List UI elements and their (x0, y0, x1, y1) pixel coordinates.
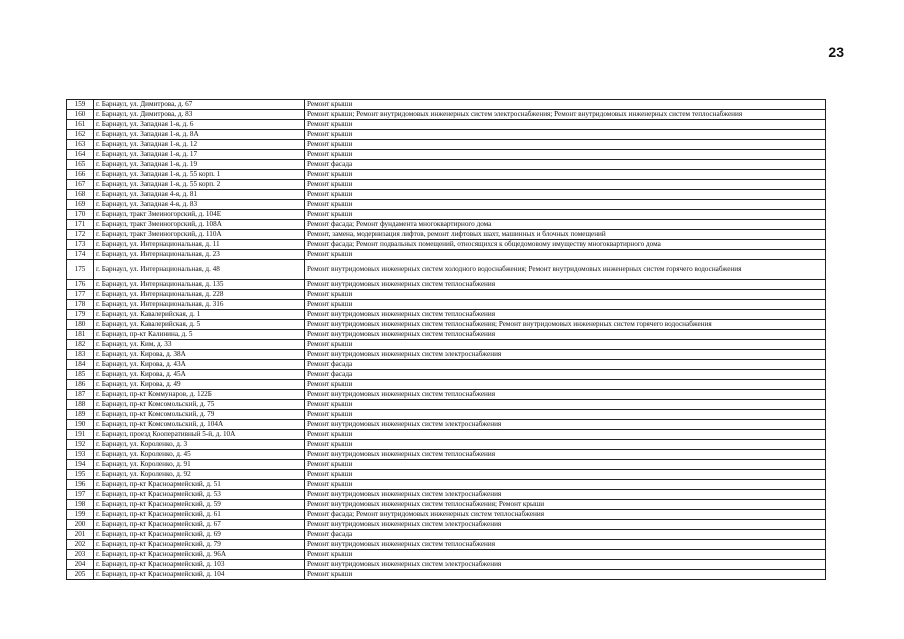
address-cell: г. Барнаул, ул. Короленко, д. 91 (94, 460, 305, 470)
address-cell: г. Барнаул, ул. Западная 4-я, д. 83 (94, 200, 305, 210)
work-type-cell: Ремонт крыши; Ремонт внутридомовых инженерных систем электроснабжения; Ремонт внутридомовых инженерных систем теплоснабжения (305, 110, 826, 120)
work-type-cell: Ремонт фасада (305, 160, 826, 170)
address-cell: г. Барнаул, пр-кт Комсомольский, д. 104А (94, 420, 305, 430)
work-type-cell: Ремонт фасада (305, 530, 826, 540)
address-cell: г. Барнаул, ул. Интернациональная, д. 48 (94, 260, 305, 280)
address-cell: г. Барнаул, ул. Кирова, д. 49 (94, 380, 305, 390)
row-number-cell: 167 (67, 180, 94, 190)
work-type-cell: Ремонт крыши (305, 120, 826, 130)
row-number-cell: 165 (67, 160, 94, 170)
address-cell: г. Барнаул, ул. Западная 1-я, д. 55 корп. 1 (94, 170, 305, 180)
address-cell: г. Барнаул, ул. Интернациональная, д. 135 (94, 280, 305, 290)
address-cell: г. Барнаул, ул. Кавалерийская, д. 5 (94, 320, 305, 330)
table-row (67, 320, 826, 330)
work-type-cell: Ремонт крыши (305, 180, 826, 190)
row-number-cell: 195 (67, 470, 94, 480)
table-row (67, 490, 826, 500)
work-type-cell: Ремонт крыши (305, 250, 826, 260)
table-row (67, 400, 826, 410)
address-cell: г. Барнаул, пр-кт Красноармейский, д. 59 (94, 500, 305, 510)
work-type-cell: Ремонт внутридомовых инженерных систем теплоснабжения (305, 310, 826, 320)
address-cell: г. Барнаул, ул. Димитрова, д. 67 (94, 100, 305, 110)
address-cell: г. Барнаул, пр-кт Красноармейский, д. 96А (94, 550, 305, 560)
table-row (67, 340, 826, 350)
row-number-cell: 175 (67, 260, 94, 280)
row-number-cell: 183 (67, 350, 94, 360)
address-cell: г. Барнаул, ул. Ким, д. 33 (94, 340, 305, 350)
address-cell: г. Барнаул, ул. Западная 1-я, д. 17 (94, 150, 305, 160)
work-type-cell: Ремонт крыши (305, 440, 826, 450)
row-number-cell: 203 (67, 550, 94, 560)
address-cell: г. Барнаул, ул. Короленко, д. 45 (94, 450, 305, 460)
work-type-cell: Ремонт, замена, модернизация лифтов, ремонт лифтовых шахт, машинных и блочных помещений (305, 230, 826, 240)
work-type-cell: Ремонт крыши (305, 130, 826, 140)
address-cell: г. Барнаул, ул. Кирова, д. 38А (94, 350, 305, 360)
address-cell: г. Барнаул, ул. Западная 4-я, д. 81 (94, 190, 305, 200)
address-cell: г. Барнаул, тракт Змеиногорский, д. 104Е (94, 210, 305, 220)
table-row (67, 150, 826, 160)
table-row (67, 250, 826, 260)
table-row (67, 240, 826, 250)
address-cell: г. Барнаул, ул. Интернациональная, д. 23 (94, 250, 305, 260)
table-row (67, 280, 826, 290)
table-row (67, 310, 826, 320)
row-number-cell: 172 (67, 230, 94, 240)
table-row (67, 500, 826, 510)
address-cell: г. Барнаул, пр-кт Красноармейский, д. 67 (94, 520, 305, 530)
address-cell: г. Барнаул, ул. Интернациональная, д. 11 (94, 240, 305, 250)
work-type-cell: Ремонт внутридомовых инженерных систем электроснабжения (305, 420, 826, 430)
row-number-cell: 161 (67, 120, 94, 130)
row-number-cell: 181 (67, 330, 94, 340)
address-cell: г. Барнаул, ул. Интернациональная, д. 316 (94, 300, 305, 310)
work-type-cell: Ремонт внутридомовых инженерных систем теплоснабжения (305, 540, 826, 550)
row-number-cell: 194 (67, 460, 94, 470)
row-number-cell: 170 (67, 210, 94, 220)
table-row (67, 440, 826, 450)
address-cell: г. Барнаул, пр-кт Красноармейский, д. 61 (94, 510, 305, 520)
row-number-cell: 168 (67, 190, 94, 200)
work-type-cell: Ремонт внутридомовых инженерных систем теплоснабжения; Ремонт крыши (305, 500, 826, 510)
row-number-cell: 179 (67, 310, 94, 320)
table-row (67, 180, 826, 190)
table-row (67, 330, 826, 340)
table-row (67, 230, 826, 240)
table-row (67, 100, 826, 110)
work-type-cell: Ремонт крыши (305, 480, 826, 490)
table-row (67, 370, 826, 380)
address-cell: г. Барнаул, ул. Интернациональная, д. 228 (94, 290, 305, 300)
address-cell: г. Барнаул, тракт Змеиногорский, д. 110А (94, 230, 305, 240)
table-row (67, 120, 826, 130)
work-type-cell: Ремонт крыши (305, 150, 826, 160)
table-row (67, 410, 826, 420)
work-type-cell: Ремонт крыши (305, 470, 826, 480)
table-row (67, 350, 826, 360)
table-row (67, 110, 826, 120)
address-cell: г. Барнаул, тракт Змеиногорский, д. 108А (94, 220, 305, 230)
work-type-cell: Ремонт крыши (305, 570, 826, 580)
row-number-cell: 177 (67, 290, 94, 300)
table-row (67, 570, 826, 580)
row-number-cell: 198 (67, 500, 94, 510)
address-cell: г. Барнаул, ул. Западная 1-я, д. 19 (94, 160, 305, 170)
row-number-cell: 191 (67, 430, 94, 440)
work-type-cell: Ремонт фасада; Ремонт внутридомовых инженерных систем теплоснабжения (305, 510, 826, 520)
address-cell: г. Барнаул, ул. Западная 1-я, д. 12 (94, 140, 305, 150)
work-type-cell: Ремонт крыши (305, 460, 826, 470)
address-cell: г. Барнаул, ул. Западная 1-я, д. 8А (94, 130, 305, 140)
address-cell: г. Барнаул, ул. Короленко, д. 3 (94, 440, 305, 450)
address-cell: г. Барнаул, ул. Короленко, д. 92 (94, 470, 305, 480)
table-row (67, 530, 826, 540)
work-type-cell: Ремонт крыши (305, 400, 826, 410)
table-row (67, 380, 826, 390)
address-cell: г. Барнаул, пр-кт Красноармейский, д. 104 (94, 570, 305, 580)
work-type-cell: Ремонт крыши (305, 300, 826, 310)
table-row (67, 540, 826, 550)
work-type-cell: Ремонт внутридомовых инженерных систем теплоснабжения (305, 280, 826, 290)
table-row (67, 460, 826, 470)
address-cell: г. Барнаул, ул. Кирова, д. 45А (94, 370, 305, 380)
row-number-cell: 200 (67, 520, 94, 530)
table-row (67, 450, 826, 460)
row-number-cell: 205 (67, 570, 94, 580)
row-number-cell: 182 (67, 340, 94, 350)
table-row (67, 210, 826, 220)
address-cell: г. Барнаул, ул. Кавалерийская, д. 1 (94, 310, 305, 320)
address-cell: г. Барнаул, пр-кт Красноармейский, д. 69 (94, 530, 305, 540)
address-cell: г. Барнаул, проезд Кооперативный 5-й, д. 10А (94, 430, 305, 440)
work-type-cell: Ремонт крыши (305, 210, 826, 220)
work-type-cell: Ремонт внутридомовых инженерных систем холодного водоснабжения; Ремонт внутридомовых инженерных систем горячего водоснабжения (305, 260, 826, 280)
row-number-cell: 202 (67, 540, 94, 550)
row-number-cell: 185 (67, 370, 94, 380)
table-row (67, 520, 826, 530)
row-number-cell: 184 (67, 360, 94, 370)
work-type-cell: Ремонт внутридомовых инженерных систем электроснабжения (305, 490, 826, 500)
work-type-cell: Ремонт внутридомовых инженерных систем электроснабжения (305, 560, 826, 570)
table-row (67, 190, 826, 200)
work-type-cell: Ремонт крыши (305, 140, 826, 150)
row-number-cell: 159 (67, 100, 94, 110)
work-type-cell: Ремонт внутридомовых инженерных систем теплоснабжения (305, 390, 826, 400)
address-cell: г. Барнаул, пр-кт Комсомольский, д. 79 (94, 410, 305, 420)
work-type-cell: Ремонт фасада (305, 370, 826, 380)
table-row (67, 480, 826, 490)
row-number-cell: 189 (67, 410, 94, 420)
work-type-cell: Ремонт крыши (305, 410, 826, 420)
table-row (67, 170, 826, 180)
work-type-cell: Ремонт фасада (305, 360, 826, 370)
work-type-cell: Ремонт крыши (305, 100, 826, 110)
row-number-cell: 193 (67, 450, 94, 460)
table-row (67, 140, 826, 150)
page-number: 23 (828, 44, 844, 60)
row-number-cell: 173 (67, 240, 94, 250)
work-type-cell: Ремонт фасада; Ремонт фундамента многоквартирного дома (305, 220, 826, 230)
address-cell: г. Барнаул, ул. Кирова, д. 43А (94, 360, 305, 370)
address-cell: г. Барнаул, пр-кт Калинина, д. 5 (94, 330, 305, 340)
row-number-cell: 162 (67, 130, 94, 140)
row-number-cell: 164 (67, 150, 94, 160)
address-cell: г. Барнаул, пр-кт Красноармейский, д. 53 (94, 490, 305, 500)
table-row (67, 220, 826, 230)
work-type-cell: Ремонт крыши (305, 430, 826, 440)
work-type-cell: Ремонт внутридомовых инженерных систем теплоснабжения; Ремонт внутридомовых инженерных систем горячего водоснабжения (305, 320, 826, 330)
table-row (67, 360, 826, 370)
table-row (67, 420, 826, 430)
table-row (67, 160, 826, 170)
table-row (67, 550, 826, 560)
row-number-cell: 174 (67, 250, 94, 260)
registry-body (67, 100, 826, 580)
row-number-cell: 180 (67, 320, 94, 330)
address-cell: г. Барнаул, ул. Западная 1-я, д. 6 (94, 120, 305, 130)
work-type-cell: Ремонт крыши (305, 170, 826, 180)
table-row (67, 260, 826, 280)
work-type-cell: Ремонт крыши (305, 380, 826, 390)
row-number-cell: 163 (67, 140, 94, 150)
address-cell: г. Барнаул, пр-кт Коммунаров, д. 122Б (94, 390, 305, 400)
work-type-cell: Ремонт внутридомовых инженерных систем электроснабжения (305, 350, 826, 360)
address-cell: г. Барнаул, пр-кт Красноармейский, д. 51 (94, 480, 305, 490)
table-row (67, 130, 826, 140)
row-number-cell: 197 (67, 490, 94, 500)
address-cell: г. Барнаул, пр-кт Комсомольский, д. 75 (94, 400, 305, 410)
row-number-cell: 178 (67, 300, 94, 310)
table-row (67, 300, 826, 310)
work-type-cell: Ремонт крыши (305, 200, 826, 210)
row-number-cell: 176 (67, 280, 94, 290)
work-type-cell: Ремонт крыши (305, 340, 826, 350)
work-type-cell: Ремонт внутридомовых инженерных систем теплоснабжения (305, 450, 826, 460)
row-number-cell: 201 (67, 530, 94, 540)
row-number-cell: 187 (67, 390, 94, 400)
row-number-cell: 199 (67, 510, 94, 520)
row-number-cell: 204 (67, 560, 94, 570)
address-cell: г. Барнаул, ул. Западная 1-я, д. 55 корп. 2 (94, 180, 305, 190)
row-number-cell: 190 (67, 420, 94, 430)
address-cell: г. Барнаул, ул. Димитрова, д. 83 (94, 110, 305, 120)
row-number-cell: 166 (67, 170, 94, 180)
work-type-cell: Ремонт внутридомовых инженерных систем теплоснабжения (305, 330, 826, 340)
row-number-cell: 196 (67, 480, 94, 490)
work-type-cell: Ремонт внутридомовых инженерных систем электроснабжения (305, 520, 826, 530)
table-row (67, 290, 826, 300)
address-cell: г. Барнаул, пр-кт Красноармейский, д. 79 (94, 540, 305, 550)
work-type-cell: Ремонт крыши (305, 190, 826, 200)
table-row (67, 430, 826, 440)
work-type-cell: Ремонт фасада; Ремонт подвальных помещений, относящихся к общедомовому имуществу многоквартирного дома (305, 240, 826, 250)
address-cell: г. Барнаул, пр-кт Красноармейский, д. 103 (94, 560, 305, 570)
table-row (67, 470, 826, 480)
table-row (67, 560, 826, 570)
work-type-cell: Ремонт крыши (305, 550, 826, 560)
row-number-cell: 171 (67, 220, 94, 230)
row-number-cell: 188 (67, 400, 94, 410)
work-type-cell: Ремонт крыши (305, 290, 826, 300)
row-number-cell: 160 (67, 110, 94, 120)
repair-registry-table (66, 99, 826, 580)
row-number-cell: 169 (67, 200, 94, 210)
table-row (67, 390, 826, 400)
row-number-cell: 186 (67, 380, 94, 390)
row-number-cell: 192 (67, 440, 94, 450)
table-row (67, 200, 826, 210)
table-row (67, 510, 826, 520)
